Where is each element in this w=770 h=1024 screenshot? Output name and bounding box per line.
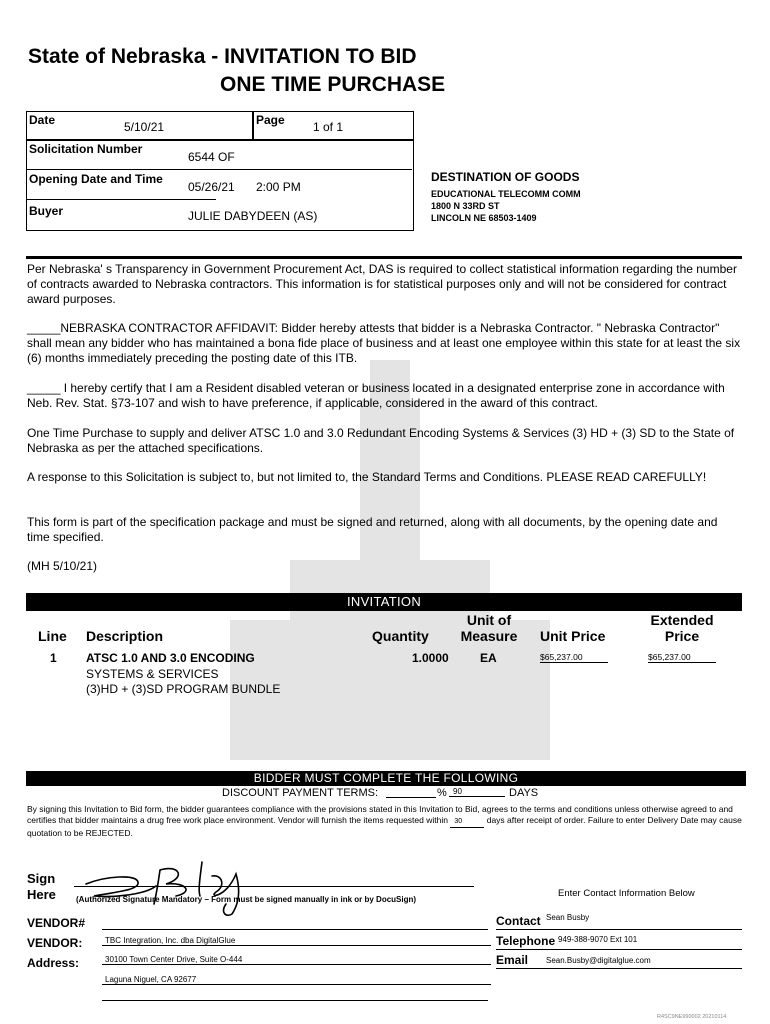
affidavit-paragraph: _____NEBRASKA CONTRACTOR AFFIDAVIT: Bidder hereby attests that bidder is a Nebraska Contractor. " Nebraska Contractor" shall mean any bidder who has maintained a bona fide place of business and at least one employee within this state for at least the six (6) months immediately preceding the posting date of this ITB. xyxy=(27,321,741,365)
invitation-bar: INVITATION xyxy=(26,593,742,611)
info-divider-2 xyxy=(26,199,216,200)
col-extended-header-line-1: Extended xyxy=(650,612,714,628)
item-description-line-2: SYSTEMS & SERVICES xyxy=(86,667,219,681)
info-divider-1 xyxy=(26,169,412,170)
signature-caption: (Authorized Signature Mandatory – Form must be signed manually in ink or by DocuSign) xyxy=(76,895,417,904)
buyer-value: JULIE DABYDEEN (AS) xyxy=(188,209,318,223)
buyer-label: Buyer xyxy=(29,204,64,218)
item-unit-price: $65,237.00 xyxy=(540,652,608,663)
solicitation-label: Solicitation Number xyxy=(29,142,143,156)
destination-line-3: LINCOLN NE 68503-1409 xyxy=(431,213,537,223)
item-description-line-3: (3)HD + (3)SD PROGRAM BUNDLE xyxy=(86,682,281,696)
purchase-paragraph: One Time Purchase to supply and deliver ATSC 1.0 and 3.0 Redundant Encoding Systems & Services (3) HD + (3) SD to the State of Nebraska as per the attached specifications. xyxy=(27,426,735,455)
col-quantity-header: Quantity xyxy=(372,628,429,644)
col-unit-header-line-2: Measure xyxy=(460,628,518,644)
opening-label: Opening Date and Time xyxy=(29,172,163,186)
discount-days-label: DAYS xyxy=(509,787,539,799)
solicitation-value: 6544 OF xyxy=(188,150,235,164)
opening-time: 2:00 PM xyxy=(256,180,301,194)
form-paragraph: This form is part of the specification package and must be signed and returned, along with all documents, by the opening date and time specified. xyxy=(27,515,718,544)
item-quantity: 1.0000 xyxy=(412,651,449,665)
address-line-2-field[interactable]: Laguna Niguel, CA 92677 xyxy=(102,975,491,985)
address-line-3-line xyxy=(102,1000,488,1001)
bidder-bar: BIDDER MUST COMPLETE THE FOLLOWING xyxy=(26,771,746,786)
item-unit: EA xyxy=(480,651,497,665)
page-value: 1 of 1 xyxy=(313,120,344,134)
vendor-label: VENDOR: xyxy=(27,936,83,950)
item-description-line-1: ATSC 1.0 AND 3.0 ENCODING xyxy=(86,651,255,665)
col-description-header: Description xyxy=(86,628,164,644)
item-extended-price: $65,237.00 xyxy=(648,652,716,663)
terms-text-b: days after receipt of order. Failure to enter Delivery Date may cause quotation to be REJECTED. xyxy=(27,815,742,838)
email-label: Email xyxy=(496,953,529,967)
revision-note: (MH 5/10/21) xyxy=(27,559,98,573)
email-line xyxy=(496,968,742,969)
veteran-paragraph: _____ I hereby certify that I am a Resident disabled veteran or business located in a designated enterprise zone in accordance with Neb. Rev. Stat. §73-107 and wish to have preference, if applicable, considered in the award of this contract. xyxy=(27,381,725,410)
handwritten-signature[interactable] xyxy=(76,856,266,920)
destination-heading: DESTINATION OF GOODS xyxy=(431,170,580,184)
footer-code: R4SC9NE990002 20210114 xyxy=(657,1014,727,1020)
discount-percent-sign: % xyxy=(437,787,447,799)
col-extended-header-line-2: Price xyxy=(664,628,700,644)
vendor-name-field[interactable]: TBC Integration, Inc. dba DigitalGlue xyxy=(102,936,491,946)
destination-line-1: EDUCATIONAL TELECOMM COMM xyxy=(431,189,581,199)
delivery-days-field[interactable]: 30 xyxy=(450,816,484,828)
sign-label-1: Sign xyxy=(27,871,56,886)
telephone-label: Telephone xyxy=(496,934,556,948)
date-value: 5/10/21 xyxy=(124,120,165,134)
col-line-header: Line xyxy=(38,628,67,644)
destination-line-2: 1800 N 33RD ST xyxy=(431,201,500,211)
page-label: Page xyxy=(256,113,285,127)
contact-value[interactable]: Sean Busby xyxy=(546,913,590,922)
response-paragraph: A response to this Solicitation is subject to, but not limited to, the Standard Terms and Conditions. PLEASE READ CAREFULLY! xyxy=(27,470,707,484)
discount-percent-field[interactable] xyxy=(386,797,436,798)
page-title-line-2: ONE TIME PURCHASE xyxy=(220,73,446,96)
terms-text-a: By signing this Invitation to Bid form, the bidder guarantees compliance with the provisions stated in this Invitation to Bid, agrees to the terms and conditions unless otherwise agreed to and certifies that bidder maintains a drug free work place environment. Vendor will furnish the items requested within xyxy=(27,804,733,825)
opening-date: 05/26/21 xyxy=(188,180,235,194)
transparency-paragraph: Per Nebraska' s Transparency in Government Procurement Act, DAS is required to collect statistical information regarding the number of contracts awarded to Nebraska contractors. This information is for statistical purposes only and will not be considered for contract award purposes. xyxy=(27,262,737,306)
telephone-value[interactable]: 949-388-9070 Ext 101 xyxy=(558,935,638,944)
date-label: Date xyxy=(29,113,56,127)
address-label: Address: xyxy=(27,956,80,970)
sign-label-2: Here xyxy=(27,887,56,902)
vendor-number-label: VENDOR# xyxy=(27,916,86,930)
signature-line xyxy=(74,886,474,887)
col-unit-price-header: Unit Price xyxy=(540,628,606,644)
vendor-number-line xyxy=(102,929,488,930)
contact-line xyxy=(496,929,742,930)
section-rule xyxy=(26,256,742,259)
discount-days-field[interactable]: 90 xyxy=(449,787,505,797)
email-value[interactable]: Sean.Busby@digitalglue.com xyxy=(546,956,651,965)
address-line-1-field[interactable]: 30100 Town Center Drive, Suite O-444 xyxy=(102,955,491,965)
telephone-line xyxy=(496,949,742,950)
item-line: 1 xyxy=(50,651,57,665)
discount-label: DISCOUNT PAYMENT TERMS: xyxy=(222,787,379,799)
page-title-line-1: State of Nebraska - INVITATION TO BID xyxy=(28,45,417,68)
terms-paragraph xyxy=(27,804,743,839)
col-unit-header-line-1: Unit of xyxy=(466,612,512,628)
contact-label: Contact xyxy=(496,914,541,928)
contact-note: Enter Contact Information Below xyxy=(558,888,695,899)
